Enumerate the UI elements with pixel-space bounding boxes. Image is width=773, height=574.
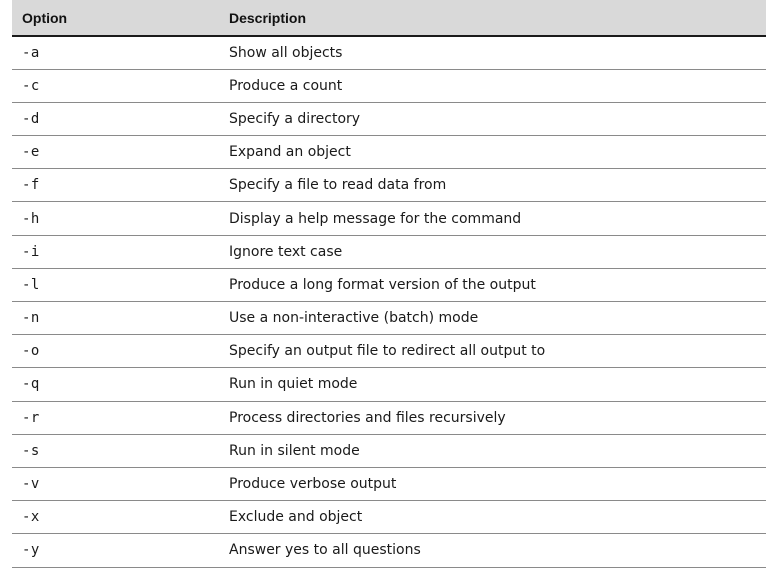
table-row bbox=[12, 202, 766, 235]
table-row bbox=[12, 434, 766, 467]
option-cell: -n bbox=[12, 302, 229, 335]
option-cell: -e bbox=[12, 136, 229, 169]
option-cell: -s bbox=[12, 434, 229, 467]
description-cell: Expand an object bbox=[229, 136, 766, 169]
table-row bbox=[12, 302, 766, 335]
table-body bbox=[12, 36, 766, 567]
description-cell: Run in quiet mode bbox=[229, 368, 766, 401]
description-cell: Ignore text case bbox=[229, 235, 766, 268]
option-cell: -h bbox=[12, 202, 229, 235]
description-cell: Specify a file to read data from bbox=[229, 169, 766, 202]
description-cell: Produce a long format version of the output bbox=[229, 268, 766, 301]
description-cell: Run in silent mode bbox=[229, 434, 766, 467]
table-row bbox=[12, 467, 766, 500]
description-cell: Use a non-interactive (batch) mode bbox=[229, 302, 766, 335]
table-row bbox=[12, 268, 766, 301]
description-cell: Answer yes to all questions bbox=[229, 534, 766, 567]
option-cell: -y bbox=[12, 534, 229, 567]
option-cell: -r bbox=[12, 401, 229, 434]
header-row bbox=[12, 0, 766, 36]
description-cell: Process directories and files recursively bbox=[229, 401, 766, 434]
options-table bbox=[12, 0, 766, 568]
option-cell: -d bbox=[12, 102, 229, 135]
option-cell: -f bbox=[12, 169, 229, 202]
table-row bbox=[12, 102, 766, 135]
option-cell: -v bbox=[12, 467, 229, 500]
table-row bbox=[12, 69, 766, 102]
description-cell: Exclude and object bbox=[229, 501, 766, 534]
option-cell: -q bbox=[12, 368, 229, 401]
table-header bbox=[12, 0, 766, 36]
option-cell: -c bbox=[12, 69, 229, 102]
description-cell: Produce verbose output bbox=[229, 467, 766, 500]
table-row bbox=[12, 235, 766, 268]
table-row bbox=[12, 335, 766, 368]
description-cell: Display a help message for the command bbox=[229, 202, 766, 235]
description-cell: Specify a directory bbox=[229, 102, 766, 135]
description-cell: Specify an output file to redirect all output to bbox=[229, 335, 766, 368]
table-row bbox=[12, 169, 766, 202]
option-cell: -l bbox=[12, 268, 229, 301]
description-column-header: Description bbox=[229, 0, 766, 36]
table-row bbox=[12, 534, 766, 567]
table-row bbox=[12, 501, 766, 534]
option-cell: -x bbox=[12, 501, 229, 534]
table-row bbox=[12, 136, 766, 169]
option-cell: -o bbox=[12, 335, 229, 368]
option-cell: -a bbox=[12, 36, 229, 69]
description-cell: Produce a count bbox=[229, 69, 766, 102]
table-row bbox=[12, 368, 766, 401]
description-cell: Show all objects bbox=[229, 36, 766, 69]
table-row bbox=[12, 401, 766, 434]
option-column-header: Option bbox=[12, 0, 229, 36]
table-row bbox=[12, 36, 766, 69]
option-cell: -i bbox=[12, 235, 229, 268]
